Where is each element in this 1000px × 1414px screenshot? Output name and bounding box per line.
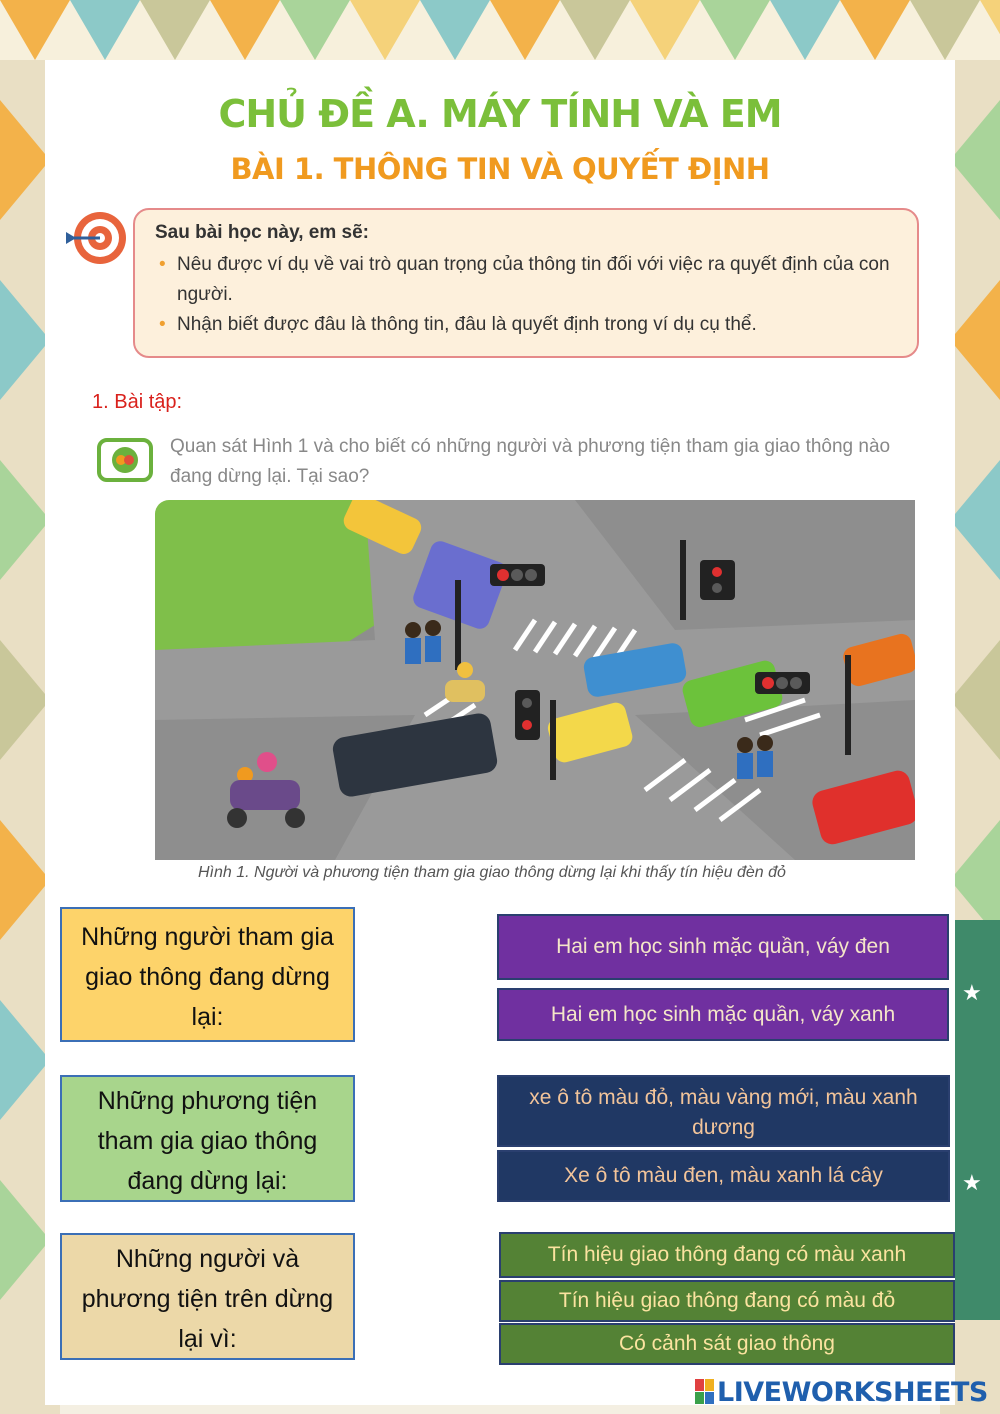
answer-option[interactable]: Tín hiệu giao thông đang có màu đỏ — [499, 1280, 955, 1322]
lesson-title: BÀI 1. THÔNG TIN VÀ QUYẾT ĐỊNH — [230, 152, 770, 186]
answer-option[interactable]: Có cảnh sát giao thông — [499, 1323, 955, 1365]
observe-icon — [97, 438, 153, 482]
answer-option[interactable]: Hai em học sinh mặc quần, váy đen — [497, 914, 949, 980]
svg-text:★: ★ — [962, 981, 982, 1006]
brand-name: LIVEWORKSHEETS — [717, 1376, 988, 1408]
page-title: CHỦ ĐỀ A. MÁY TÍNH VÀ EM — [218, 92, 782, 136]
drop-category-reason[interactable]: Những người và phương tiện trên dừng lại vì: — [60, 1233, 355, 1360]
drop-category-vehicles[interactable]: Những phương tiện tham gia giao thông đang dừng lại: — [60, 1075, 355, 1202]
answer-option[interactable]: Hai em học sinh mặc quần, váy xanh — [497, 988, 949, 1041]
traffic-intersection-illustration — [155, 500, 915, 860]
answer-option[interactable]: Xe ô tô màu đen, màu xanh lá cây — [497, 1150, 950, 1202]
exercise-title: 1. Bài tập: — [92, 391, 183, 413]
liveworksheets-mark-icon — [695, 1379, 715, 1405]
answer-option[interactable]: Tín hiệu giao thông đang có màu xanh — [499, 1232, 955, 1278]
goal-item: • Nhận biết được đâu là thông tin, đâu là quyết định trong ví dụ cụ thể. — [155, 310, 897, 340]
figure-caption: Hình 1. Người và phương tiện tham gia giao thông dừng lại khi thấy tín hiệu đèn đỏ — [198, 864, 786, 881]
learning-goals-box — [133, 208, 919, 358]
drop-category-people[interactable]: Những người tham gia giao thông đang dừng lại: — [60, 907, 355, 1042]
goals-heading: Sau bài học này, em sẽ: — [155, 222, 370, 243]
liveworksheets-logo — [695, 1374, 988, 1410]
target-icon — [64, 210, 128, 266]
answer-option[interactable]: xe ô tô màu đỏ, màu vàng mới, màu xanh dương — [497, 1075, 950, 1147]
goal-item: • Nêu được ví dụ về vai trò quan trọng của thông tin đối với việc ra quyết định của con người. — [155, 250, 897, 310]
svg-text:★: ★ — [962, 1171, 982, 1196]
question-text: Quan sát Hình 1 và cho biết có những người và phương tiện tham gia giao thông nào đang dừng lại. Tại sao? — [170, 436, 891, 487]
